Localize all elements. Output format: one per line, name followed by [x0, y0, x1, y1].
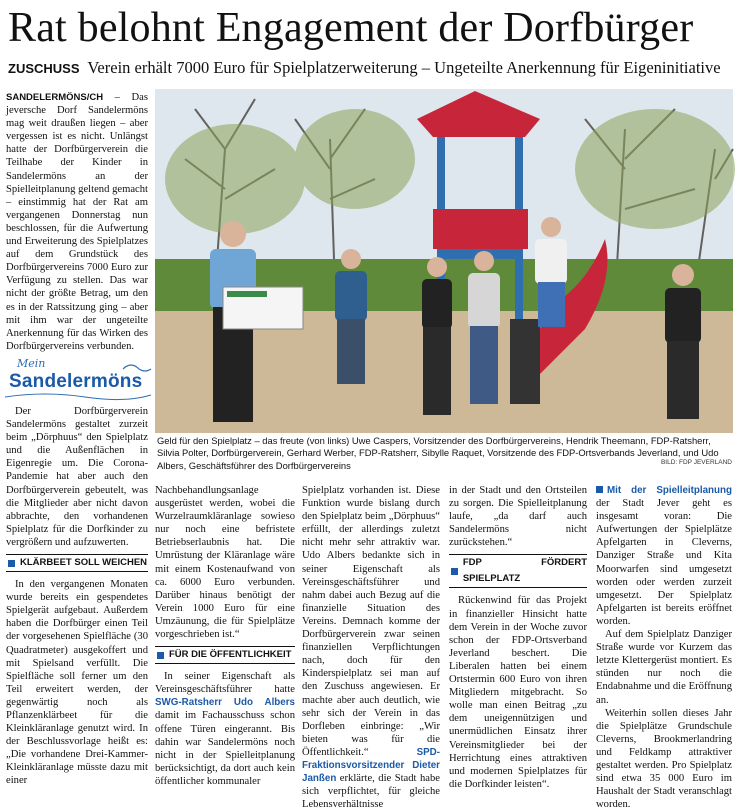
paragraph: Weiterhin sollen dieses Jahr die Spielplätze Grundschule Cleverns, Brookmerlandring und Feldkamp attraktiver gestaltet werden. Pro Spielplatz sind etwa 35 000 Euro im Haushalt der Stadt veranschlagt worden.: [596, 707, 732, 811]
subline-text: Verein erhält 7000 Euro für Spielplatzerweiterung – Ungeteilte Anerkennung für Eigeninitiative: [87, 58, 721, 77]
paragraph-text: erklärte, die Stadt habe sich verpflichtet, für gleiche Lebensverhältnisse: [302, 773, 440, 811]
section-heading-text: FDP FÖRDERT SPIELPLATZ: [462, 557, 587, 585]
dateline: SANDELERMÖNS/CH: [6, 92, 104, 103]
section-heading-text: FÜR DIE ÖFFENTLICHKEIT: [169, 649, 292, 661]
article-column-4: [449, 484, 587, 791]
playground-photo: [155, 89, 733, 433]
section-heading-text: KLÄRBEET SOLL WEICHEN: [20, 557, 148, 569]
mein-sandelermoens-logo: [3, 357, 153, 405]
paragraph: [596, 484, 732, 628]
intro-paragraph: [6, 91, 148, 353]
highlighted-lead: Mit der Spielleitplanung: [607, 485, 732, 496]
article-column-1-top: [6, 91, 148, 353]
subline-kicker: ZUSCHUSS: [8, 61, 80, 76]
paragraph: Auf dem Spielplatz Danziger Straße wurde vor Kurzem das letzte Klettergerüst montiert. Es stünden nur noch die Endabnahme und die Eröffnung an.: [596, 629, 732, 706]
section-square-icon: [451, 568, 458, 575]
intro-text: – Das jeversche Dorf Sandelermöns mag weit draußen liegen – aber vergessen ist es nicht. Unlängst hatte der Dorfbürgerverein die Teilhabe der Kinder in Sandelermöns an der Spielleitplanung geltend gemacht – einstimmig hat der Rat am vergangenen Donnerstag nun beschlossen, für die Aufwertung und Erweiterung des Spielplatzes auf dem Grundstück des Dorfbürgervereins 7000 Euro zur Verfügung zu stellen. Das war nicht der größte Betrag, um den es in der Ratssitzung ging – aber mit ihm war der ungeteilte Anerkennung für das Wirken des Dorfbürgervereins verbunden.: [6, 92, 148, 352]
section-square-icon: [8, 560, 15, 567]
section-square-icon: [596, 486, 603, 493]
paragraph: Nachbehandlungsanlage ausgerüstet werden, wobei die Wurzelraumkläranlage sowieso nur noch eine befristete Betriebserlaubnis hat. Die Umrüstung der Kläranlage wäre mit einem Kostenaufwand von ca. 6000 Euro verbunden. Darüber hinaus benötigt der Verein 1000 Euro für eine Umzäunung, die für Spielplätze vorgeschrieben ist.“: [155, 485, 295, 641]
article-column-3: [302, 484, 440, 811]
highlighted-name: SPD-Fraktionsvorsitzender Dieter Janßen: [302, 746, 440, 785]
photo-credit: BILD: FDP JEVERLAND: [660, 459, 732, 466]
paragraph-text: damit im Fachausschuss schon offene Türen eingerannt. Bis dahin war Sandelermöns noch nicht in der Spielleitplanung berücksichtigt, da dort auch kein öffentlicher kommunaler: [155, 710, 295, 787]
photo-caption: Geld für den Spielplatz – das freute (von links) Uwe Caspers, Vorsitzender des Dorfbürgervereins, Hendrik Theemann, FDP-Ratsherr, Silvia Polter, Dorfbürgerverein, Gerhard Werber, FDP-Ratsherr, Sibylle Raquet, Vorsitzende des FDP-Ortsverbands Jeverland, und Udo Albers, Geschäftsführer des Dorfbürgervereins: [157, 435, 719, 471]
section-heading-oeffentlichkeit: [155, 646, 295, 664]
paragraph-text: Spielplatz vorhanden ist. Diese Funktion wurde bislang durch den Spielplatz beim „Dörphuus“ erfüllt, der allerdings zuletzt nicht mehr sehr attraktiv war. Udo Albers bedankte sich in seiner Eigenschaft als Vereinsgeschäftsführer und nahm dabei auch Bezug auf die finanzielle Situation des Vereins. Demnach komme der Dorfbürgerverein zwar seinen finanziellen Verpflichtungen nach, doch für den Kinderspielplatz sei man auf den Zuschuss angewiesen. Er machte aber auch deutlich, wie sehr sich der Verein in das Dorfleben einbringe: „Wir bieten was für die Öffentlichkeit.“: [302, 485, 440, 758]
article-photo: [155, 89, 733, 433]
paragraph: in der Stadt und den Ortsteilen zu sorgen. Die Spielleitplanung laufe, „da darf auch Sandelermöns nicht zurückstehen.“: [449, 485, 587, 549]
article-column-2: [155, 484, 295, 788]
paragraph: Der Dorfbürgerverein Sandelermöns gestaltet zurzeit beim „Dörphuus“ den Spielplatz und die Außenflächen in Eigenregie um. Die Corona-Pandemie hat aber auch den Dorfbürgerverein gebeutelt, was die Mitglieder aber nicht davon abbrachte, den vorhandenen Spielplatz für die Dorfkinder zu vergrößern und aufzuwerten.: [6, 406, 148, 548]
highlighted-name: SWG-Ratsherr Udo Albers: [155, 697, 295, 709]
section-heading-fdp: [449, 554, 587, 588]
logo-name: Sandelermöns: [9, 371, 143, 392]
subline: [8, 57, 732, 80]
article-column-1-bottom: [6, 405, 148, 788]
section-square-icon: [157, 652, 164, 659]
paragraph: In den vergangenen Monaten wurde bereits ein gespendetes Spielgerät aufgebaut. Außerdem haben die Dorfbürger einen Teil der vorgesehenen Spielfläche (30 Quadratmeter) ausgekoffert und mit Spielsand verfüllt. Die Spielfläche soll ferner um den Teil erweitert werden, der gegenwärtig noch als Pflanzenklärbeet für die Kleinkläranlage genutzt wird. In der Beschlussvorlage heißt es: „Die vorhandene Drei-Kammer-Kleinkläranlage müsste dazu mit einer: [6, 579, 148, 787]
paragraph-text: der Stadt Jever geht es insgesamt voran: Die Aufwertungen der Spielplätze Apfelgarten in Cleverns, Danziger Straße und Kita Moorwarfen sind umgesetzt worden oder werden zurzeit umgesetzt. Der Spielplatz Apfelgarten ist bereits eröffnet worden.: [596, 498, 732, 627]
paragraph: [155, 670, 295, 788]
article-column-5: [596, 484, 732, 811]
paragraph: [302, 484, 440, 811]
section-heading-klaerbeet: [6, 554, 148, 572]
headline: Rat belohnt Engagement der Dorfbürger: [8, 5, 694, 51]
paragraph-text: In seiner Eigenschaft als Vereinsgeschäftsführer hatte: [155, 671, 295, 696]
logo-mein: Mein: [17, 357, 46, 370]
paragraph: Rückenwind für das Projekt in finanzieller Hinsicht hatte dem Verein in der Woche zuvor schon der FDP-Ortsverband Jeverland beschert. Die Liberalen hatten bei einem Ortstermin 600 Euro von ihren Mitgliedern mitgebracht. So wolle man einen Beitrag „zu dem uneigennützigen und unermüdlichen Einsatz ihrer Vereinsmitglieder bei der Herrichtung eines attraktiven und modernen Spielplatzes für die Dorfkinder leisten“.: [449, 595, 587, 790]
